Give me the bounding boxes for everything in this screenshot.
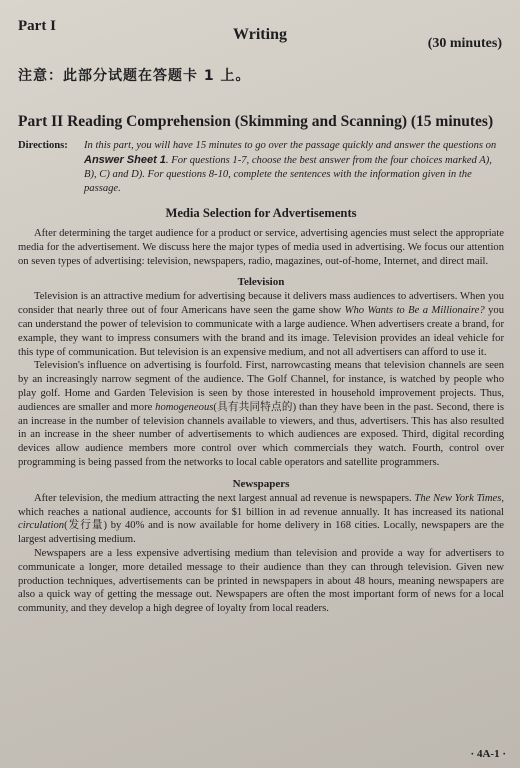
answer-sheet-label: Answer Sheet 1 [84, 154, 166, 166]
intro-paragraph: After determining the target audience for a product or service, advertising agencies must select the appropriate media for the advertisement. We discuss here the major types of media used in advertising. We focus our attention on seven types of advertising: television, newspapers, radio, magazines, out-of-home, Internet, and direct mail. [18, 228, 504, 267]
vocab-homogeneous: homogeneous [155, 401, 214, 413]
newspapers-paragraph-2: Newspapers are a less expensive advertising medium than television and provide a way for advertisers to communicate a longer, more detailed message to their audience than they can through television. Given new production techniques, advertisements can be printed in newspapers in about 48 hours, meaning newspapers are also a quick way of getting the message out. Newspapers are often the most important form of news for a local community, and they develop a high degree of loyalty from local readers. [18, 547, 504, 615]
vocab-circulation: circulation [18, 520, 65, 532]
tv-p1-text-b: you can understand the power of television to communicate with a large audience. When advertisers create a brand, for example, they want to impress consumers with the brand and its image. Television provides an ideal vehicle for this type of communication. But television is an expensive medium, and not all advertisers can afford to use it. [18, 305, 505, 358]
tv-p2-text-a: Television's influence on advertising is fourfold. First, narrowcasting means that television channels are seen by an increasingly narrow segment of the audience. The Golf Channel, for instance, is watched by people who play golf. Home and Garden Television is seen by those interested in household improvement projects. Thus, audiences are smaller and more [18, 360, 504, 413]
section-heading-newspapers: Newspapers [232, 477, 290, 490]
part1-title: Writing [233, 26, 287, 43]
tv-p2-text-b: than they have been in the past. Second, there is an increase in the number of television channels available to viewers, and thus, advertisers. This has also resulted in an increase in the sheer number of advertisements to which audiences are exposed. Third, digital recording devices allow audience members more control over which commercials they watch. Fourth, control over programming is being passed from the networks to local cable operators and satellite programmers. [18, 401, 504, 468]
np-p1-text-c: by 40% and is now available for home delivery in 168 cities. Locally, newspapers are the largest advertising medium. [18, 520, 504, 546]
np-p1-text-b: , which reaches a national audience, accounts for $1 billion in ad revenue annually. It has increased its national [18, 492, 504, 518]
page-number: · 4A-1 · [470, 748, 506, 760]
directions [18, 139, 504, 196]
directions-label: Directions: [18, 140, 68, 151]
part2-title: Part II Reading Comprehension (Skimming and Scanning) (15 minutes) [18, 113, 494, 130]
part1-label: Part I [18, 18, 56, 34]
section-heading-television: Television [237, 276, 285, 289]
television-paragraph-2 [18, 359, 504, 469]
gloss-circulation: (发行量) [64, 520, 108, 532]
part1-time: (30 minutes) [427, 36, 502, 51]
tv-p1-text-a: Television is an attractive medium for advertising because it delivers mass audiences to advertisers. When you consider that nearly three out of four Americans have seen the game show [18, 291, 504, 317]
newspapers-paragraph-1 [18, 492, 504, 547]
chinese-note: 注意：此部分试题在答题卡 1 上。 [18, 68, 251, 84]
show-title: Who Wants to Be a Millionaire? [344, 305, 485, 317]
directions-text [84, 139, 504, 196]
television-paragraph-1 [18, 290, 504, 359]
article-title: Media Selection for Advertisements [165, 206, 357, 220]
np-p1-text-a: After television, the medium attracting the next largest annual ad revenue is newspapers. [34, 492, 415, 504]
newspaper-name: The New York Times [414, 492, 502, 504]
gloss-homogeneous: (具有共同特点的) [213, 401, 297, 413]
directions-text-a: In this part, you will have 15 minutes to go over the passage quickly and answer the questions on [84, 140, 497, 151]
directions-text-b: . For questions 1-7, choose the best answer from the four choices marked A), B), C) and D). For questions 8-10, complete the sentences with the information given in the passage. [84, 155, 492, 194]
